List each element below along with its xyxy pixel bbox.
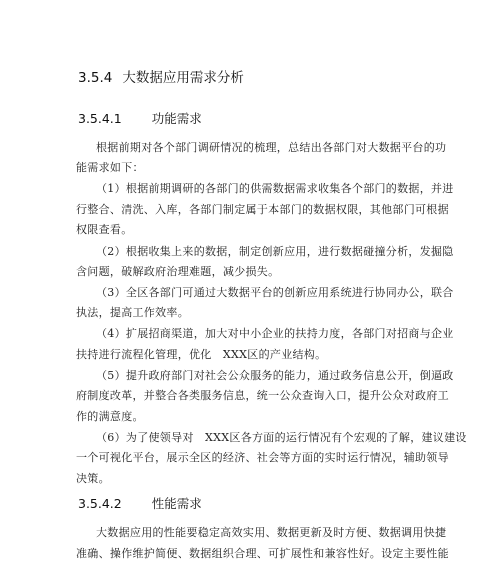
paragraph-line: 准确、操作维护简便、数据组织合理、可扩展性和兼容性好。设定主要性能 [76,547,449,560]
subsection-number: 3.5.4.2 [78,496,122,511]
paragraph-line: 一个可视化平台，展示全区的经济、社会等方面的实时运行情况，辅助领导 [76,451,449,464]
subsection-number: 3.5.4.1 [78,111,122,126]
paragraph-line: 决策。 [76,472,110,485]
paragraph-line: 行整合、清洗、入库，各部门制定属于本部门的数据权限，其他部门可根据 [76,203,449,216]
section-number: 3.5.4 [78,70,113,86]
paragraph-line: 权限查看。 [76,223,133,236]
paragraph-line: 大数据应用的性能要稳定高效实用、数据更新及时方便、数据调用快捷 [96,526,447,539]
section-title: 大数据应用需求分析 [122,70,244,86]
paragraph-line: （4）扩展招商渠道，加大对中小企业的扶持力度，各部门对招商与企业 [96,327,454,340]
paragraph-line: （1）根据前期调研的各部门的供需数据需求收集各个部门的数据，并进 [96,182,454,195]
paragraph-line: 扶持进行流程化管理，优化 XXX区的产业结构。 [76,348,327,361]
paragraph-line: （3）全区各部门可通过大数据平台的创新应用系统进行协同办公，联合 [96,286,454,299]
paragraph-line: （2）根据收集上来的数据，制定创新应用，进行数据碰撞分析，发掘隐 [96,245,454,258]
paragraph-line: 作的满意度。 [76,410,144,423]
subsection-title: 性能需求 [151,496,202,511]
paragraph-line: 含问题，破解政府治理难题，减少损失。 [76,265,280,278]
paragraph-line: （6）为了使领导对 XXX区各方面的运行情况有个宏观的了解，建议建设 [96,431,467,444]
subsection-heading-performance [78,494,202,512]
paragraph-line: 根据前期对各个部门调研情况的梳理，总结出各部门对大数据平台的功 [96,141,447,154]
paragraph-line: （5）提升政府部门对社会公众服务的能力，通过政务信息公开，倒逼政 [96,369,454,382]
section-heading [78,66,244,86]
subsection-title: 功能需求 [151,111,202,126]
paragraph-line: 能需求如下： [76,161,144,174]
subsection-heading-functional [78,109,202,127]
paragraph-line: 执法，提高工作效率。 [76,306,189,319]
paragraph-line: 府制度改革，并整合各类服务信息，统一公众查询入口，提升公众对政府工 [76,389,449,402]
